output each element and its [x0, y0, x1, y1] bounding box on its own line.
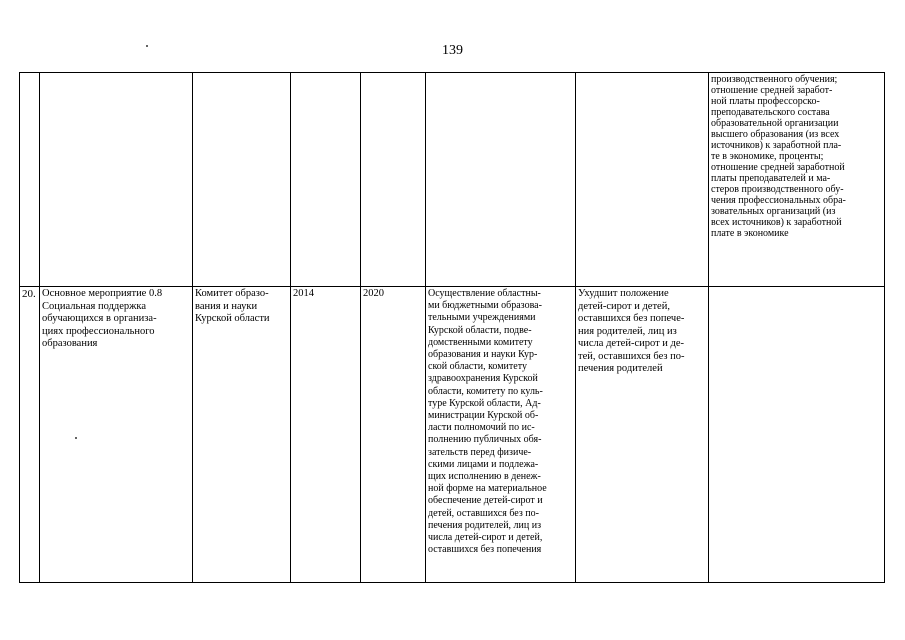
- cell-number: [20, 73, 40, 287]
- cell-consequences: [576, 73, 709, 287]
- cell-end-year: 2020: [361, 287, 426, 583]
- cell-end-year: [361, 73, 426, 287]
- cell-activity-name: Основное мероприятие 0.8 Социальная поддержка обучающихся в организа- циях профессионального образования: [40, 287, 193, 583]
- cell-number: 20.: [20, 287, 40, 583]
- table-row-20: [20, 287, 885, 583]
- cell-description: Осуществление областны- ми бюджетными образова- тельными учреждениями Курской области, подве- домственными комитету образования и науки Кур- ской области, комитету здравоохранения Курской области, комитету по куль- туре Курской области, Ад- министрации Курской об- ласти полномочий по ис- полнению публичных обя- зательств перед физиче- скими лицами и подлежа- щих исполнению в денеж- ной форме на материальное обеспечение детей-сирот и детей, оставшихся без по- печения родителей, лиц из числа детей-сирот и детей, оставшихся без попечения: [426, 287, 576, 583]
- scan-speck: [146, 45, 148, 47]
- activities-table: [19, 72, 885, 583]
- table-row-continuation: [20, 73, 885, 287]
- cell-indicators: производственного обучения; отношение средней заработ- ной платы профессорско- преподавательского состава образовательной организации высшего образования (из всех источников) к заработной пла- те в экономике, проценты; отношение средней заработной платы преподавателей и ма- стеров производственного обу- чения профессиональных обра- зовательных организаций (из всех источников) к заработной плате в экономике: [709, 73, 885, 287]
- cell-description: [426, 73, 576, 287]
- cell-start-year: 2014: [291, 287, 361, 583]
- cell-start-year: [291, 73, 361, 287]
- cell-consequences: Ухудшит положение детей-сирот и детей, оставшихся без попече- ния родителей, лиц из числа детей-сирот и де- тей, оставшихся без по- печения родителей: [576, 287, 709, 583]
- page-number: 139: [442, 43, 463, 58]
- cell-activity-name: [40, 73, 193, 287]
- cell-executor: [193, 73, 291, 287]
- cell-indicators: [709, 287, 885, 583]
- cell-executor: Комитет образо- вания и науки Курской области: [193, 287, 291, 583]
